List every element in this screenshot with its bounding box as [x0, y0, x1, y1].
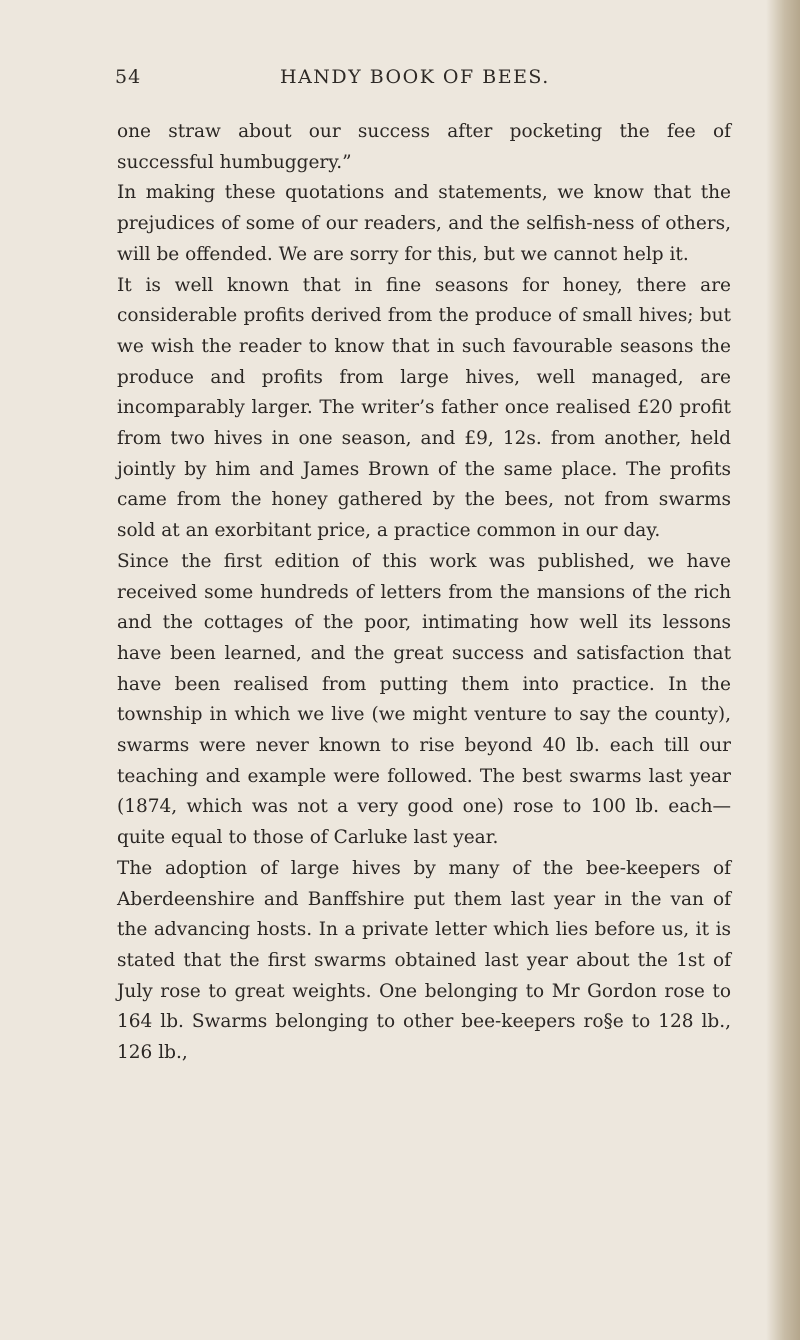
page-header [115, 66, 735, 94]
running-head-title: HANDY BOOK OF BEES. [280, 66, 550, 88]
paragraph-large-hives: The adoption of large hives by many of the bee-keepers of Aberdeenshire and Banffshire put them last year in the van of the advancing hosts. In a private letter which lies before us, it is stated that the first swarms obtained last year about the 1st of July rose to great weights. One belonging to Mr Gordon rose to 164 lb. Swarms belonging to other bee-keepers ro§e to 128 lb., 126 lb., [117, 857, 731, 1064]
paragraph-first-edition: Since the first edition of this work was published, we have received some hundreds of letters from the mansions of the rich and the cottages of the poor, intimating how well its lessons have been learned, and the great success and satisfaction that have been realised from putting them into practice. In the township in which we live (we might venture to say the county), swarms were never known to rise beyond 40 lb. each till our teaching and example were followed. The best swarms last year (1874, which was not a very good one) rose to 100 lb. each— quite equal to those of Carluke last year. [117, 550, 731, 849]
paragraph-quotations: In making these quotations and statements, we know that the prejudices of some of our readers, and the selfish-ness of others, will be offended. We are sorry for this, but we cannot help it. [117, 182, 731, 265]
body-text [117, 117, 731, 1069]
paragraph-continuation: one straw about our success after pocketing the fee of successful humbuggery.” [117, 121, 731, 173]
page-gutter-shadow [766, 0, 800, 1340]
paragraph-profits: It is well known that in fine seasons for honey, there are considerable profits derived from the produce of small hives; but we wish the reader to know that in such favourable seasons the produce and profits from large hives, well managed, are incomparably larger. The writer’s father once realised £20 profit from two hives in one season, and £9, 12s. from another, held jointly by him and James Brown of the same place. The profits came from the honey gathered by the bees, not from swarms sold at an exorbitant price, a practice common in our day. [117, 274, 731, 542]
page-number: 54 [115, 66, 142, 88]
